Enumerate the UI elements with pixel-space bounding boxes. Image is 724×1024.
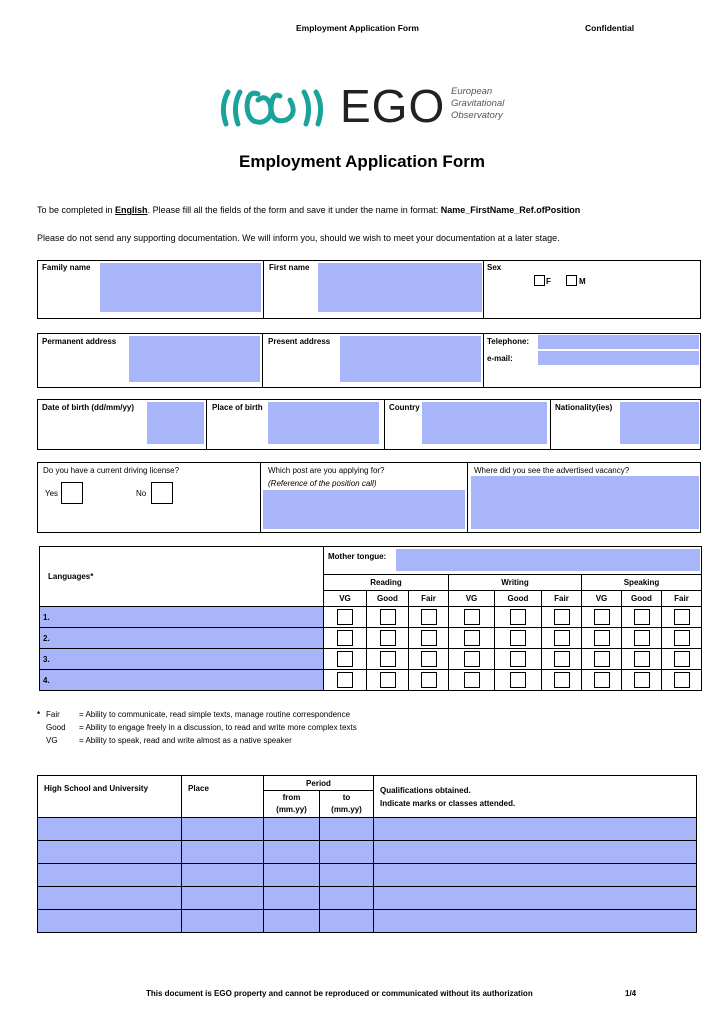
post-field[interactable] [263,490,465,529]
present-address-field[interactable] [340,336,481,382]
checkbox[interactable] [380,651,396,667]
intro-line-1: To be completed in English. Please fill all the fields of the form and save it under the name in format: Name_FirstName_Ref.ofPosition [37,205,581,215]
edu-field[interactable] [38,887,182,910]
level-vg: VG [324,591,367,607]
sex-m-label: M [579,277,586,286]
checkbox[interactable] [337,630,353,646]
edu-field[interactable] [374,887,697,910]
level-fair: Fair [409,591,449,607]
permanent-address-field[interactable] [129,336,260,382]
checkbox[interactable] [594,630,610,646]
checkbox[interactable] [380,630,396,646]
edu-field[interactable] [320,818,374,841]
edu-qualifications-header: Qualifications obtained. Indicate marks or classes attended. [374,776,697,818]
edu-field[interactable] [182,887,264,910]
edu-field[interactable] [264,841,320,864]
first-name-field[interactable] [318,263,482,312]
level-good: Good [622,591,662,607]
place-of-birth-field[interactable] [268,402,379,444]
post-subtext: (Reference of the position call) [268,479,377,488]
header-title: Employment Application Form [296,23,419,33]
edu-field[interactable] [264,818,320,841]
checkbox[interactable] [464,609,480,625]
languages-table [39,546,702,691]
checkbox[interactable] [674,651,690,667]
table-row [38,864,697,887]
post-question: Which post are you applying for? [268,466,385,475]
checkbox[interactable] [594,609,610,625]
footer-notice: This document is EGO property and cannot be reproduced or communicated without its authorization [146,989,533,998]
logo-text: EGO [340,80,446,132]
sex-f-checkbox[interactable] [534,275,545,286]
edu-field[interactable] [320,864,374,887]
level-vg: VG [449,591,495,607]
checkbox[interactable] [674,609,690,625]
edu-field[interactable] [320,910,374,933]
sex-f-label: F [546,277,551,286]
edu-field[interactable] [374,818,697,841]
checkbox[interactable] [674,630,690,646]
checkbox[interactable] [464,672,480,688]
checkbox[interactable] [634,630,650,646]
place-of-birth-label: Place of birth [212,403,263,412]
vacancy-question: Where did you see the advertised vacancy? [474,466,630,475]
level-fair: Fair [662,591,702,607]
checkbox[interactable] [421,651,437,667]
present-address-label: Present address [268,337,331,346]
edu-place-header: Place [182,776,264,818]
edu-period-header: Period [264,776,374,791]
ego-logo [218,86,338,135]
speaking-header: Speaking [582,575,702,591]
checkbox[interactable] [337,651,353,667]
checkbox[interactable] [464,630,480,646]
edu-field[interactable] [182,841,264,864]
license-question: Do you have a current driving license? [43,466,180,475]
edu-field[interactable] [264,887,320,910]
edu-field[interactable] [38,818,182,841]
ego-waves-icon [218,86,338,130]
language-field-3[interactable]: 3. [40,649,324,670]
checkbox[interactable] [380,672,396,688]
telephone-field[interactable] [538,335,699,349]
language-row [40,670,702,691]
first-name-label: First name [269,263,310,272]
license-yes-label: Yes [45,489,59,498]
sex-label: Sex [487,263,502,272]
page-number: 1/4 [625,989,637,998]
level-good: Good [367,591,409,607]
table-row [38,818,697,841]
edu-field[interactable] [38,910,182,933]
edu-school-header: High School and University [38,776,182,818]
checkbox[interactable] [554,630,570,646]
checkbox[interactable] [594,672,610,688]
checkbox[interactable] [464,651,480,667]
language-field-4[interactable]: 4. [40,670,324,691]
edu-from-header: from (mm.yy) [264,791,320,818]
edu-field[interactable] [320,841,374,864]
dob-field[interactable] [147,402,204,444]
license-yes-checkbox[interactable] [61,482,83,504]
edu-field[interactable] [374,841,697,864]
country-field[interactable] [422,402,547,444]
legend-vg: VG = Ability to speak, read and write almost as a native speaker [46,736,292,745]
edu-field[interactable] [320,887,374,910]
edu-to-header: to (mm.yy) [320,791,374,818]
table-row [38,910,697,933]
checkbox[interactable] [421,609,437,625]
license-no-checkbox[interactable] [151,482,173,504]
checkbox[interactable] [421,630,437,646]
language-row [40,649,702,670]
level-vg: VG [582,591,622,607]
checkbox[interactable] [554,672,570,688]
checkbox[interactable] [380,609,396,625]
languages-title: Languages* [40,547,324,607]
edu-field[interactable] [38,841,182,864]
language-row [40,628,702,649]
checkbox[interactable] [337,672,353,688]
checkbox[interactable] [554,651,570,667]
nationality-label: Nationality(ies) [555,403,613,412]
checkbox[interactable] [510,609,526,625]
email-field[interactable] [538,351,699,365]
edu-field[interactable] [182,910,264,933]
checkbox[interactable] [510,672,526,688]
logo-subtitle: European Gravitational Observatory [451,86,505,121]
edu-field[interactable] [182,818,264,841]
checkbox[interactable] [337,609,353,625]
level-fair: Fair [542,591,582,607]
checkbox[interactable] [510,651,526,667]
vacancy-field[interactable] [471,476,699,529]
level-good: Good [495,591,542,607]
edu-field[interactable] [182,864,264,887]
checkbox[interactable] [594,651,610,667]
edu-field[interactable] [264,864,320,887]
legend-fair: * Fair = Ability to communicate, read simple texts, manage routine correspondence [37,710,351,719]
mother-tongue-label: Mother tongue: [328,552,387,561]
checkbox[interactable] [554,609,570,625]
checkbox[interactable] [674,672,690,688]
checkbox[interactable] [634,672,650,688]
email-label: e-mail: [487,354,513,363]
permanent-address-label: Permanent address [42,337,117,346]
checkbox[interactable] [634,651,650,667]
writing-header: Writing [449,575,582,591]
nationality-field[interactable] [620,402,699,444]
edu-field[interactable] [38,864,182,887]
checkbox[interactable] [421,672,437,688]
intro-line-2: Please do not send any supporting documentation. We will inform you, should we wish to meet your documentation at a later stage. [37,233,560,243]
telephone-label: Telephone: [487,337,530,346]
edu-field[interactable] [264,910,320,933]
sex-m-checkbox[interactable] [566,275,577,286]
edu-field[interactable] [374,910,697,933]
family-name-label: Family name [42,263,91,272]
language-row [40,607,702,628]
table-row [38,887,697,910]
language-field-2[interactable]: 2. [40,628,324,649]
country-label: Country [389,403,420,412]
header-confidential: Confidential [585,23,635,33]
dob-label: Date of birth (dd/mm/yy) [42,403,135,412]
license-no-label: No [136,489,147,498]
table-row [38,841,697,864]
checkbox[interactable] [510,630,526,646]
education-table [37,775,697,933]
legend-good: Good = Ability to engage freely in a discussion, to read and write more complex texts [46,723,357,732]
family-name-field[interactable] [100,263,261,312]
reading-header: Reading [324,575,449,591]
form-title: Employment Application Form [239,152,485,171]
mother-tongue-field[interactable] [396,549,700,571]
checkbox[interactable] [634,609,650,625]
language-field-1[interactable]: 1. [40,607,324,628]
edu-field[interactable] [374,864,697,887]
